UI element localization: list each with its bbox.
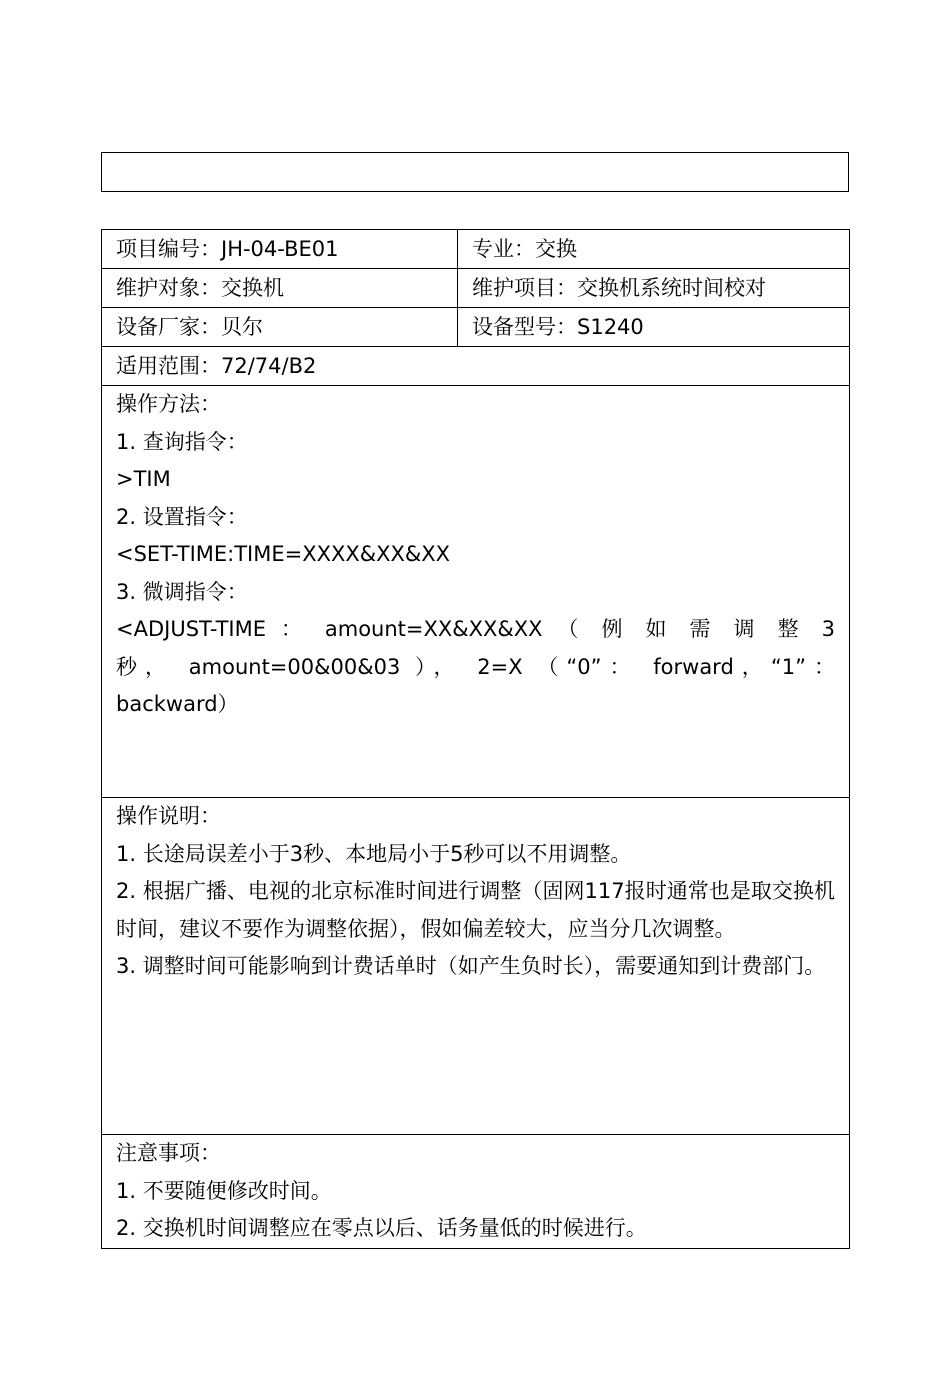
maintenance-card-table	[101, 229, 850, 1249]
operation-section	[102, 386, 850, 798]
cautions-line: 1. 不要随便修改时间。	[116, 1178, 332, 1203]
equipment-vendor: 设备厂家：贝尔	[102, 308, 458, 347]
table-row	[102, 347, 850, 386]
operation-line: backward）	[116, 692, 239, 716]
operation-line: 秒， amount=00&00&03 ）， 2=X （“0”： forward，“1”：	[116, 654, 835, 679]
equipment-model: 设备型号：S1240	[458, 308, 850, 347]
document-header-box	[101, 152, 849, 192]
cautions-title: 注意事项：	[116, 1141, 221, 1165]
table-row	[102, 269, 850, 308]
operation-line: 1. 查询指令：	[116, 429, 248, 454]
specialty: 专业：交换	[458, 230, 850, 269]
maintenance-item: 维护项目：交换机系统时间校对	[458, 269, 850, 308]
notes-section	[102, 798, 850, 1135]
operation-line: <SET-TIME:TIME=XXXX&XX&XX	[116, 542, 451, 566]
table-row	[102, 230, 850, 269]
notes-line: 3. 调整时间可能影响到计费话单时（如产生负时长），需要通知到计费部门。	[116, 954, 826, 978]
maintenance-target: 维护对象：交换机	[102, 269, 458, 308]
notes-title: 操作说明：	[116, 804, 221, 828]
notes-line: 1. 长途局误差小于3秒、本地局小于5秒可以不用调整。	[116, 841, 632, 866]
project-number: 项目编号：JH-04-BE01	[102, 230, 458, 269]
operation-title: 操作方法：	[116, 392, 221, 416]
cautions-line: 2. 交换机时间调整应在零点以后、话务量低的时候进行。	[116, 1216, 647, 1240]
operation-line: >TIM	[116, 467, 171, 491]
operation-line: 3. 微调指令：	[116, 579, 248, 604]
operation-line: 2. 设置指令：	[116, 504, 248, 529]
table-row	[102, 308, 850, 347]
cautions-section	[102, 1135, 850, 1249]
operation-line: <ADJUST-TIME ： amount=XX&XX&XX （ 例 如 需 调 整 3	[116, 617, 835, 641]
notes-line: 2. 根据广播、电视的北京标准时间进行调整（固网117报时通常也是取交换机时间，建议不要作为调整依据），假如偏差较大，应当分几次调整。	[116, 879, 835, 941]
applicable-scope: 适用范围：72/74/B2	[102, 347, 850, 386]
